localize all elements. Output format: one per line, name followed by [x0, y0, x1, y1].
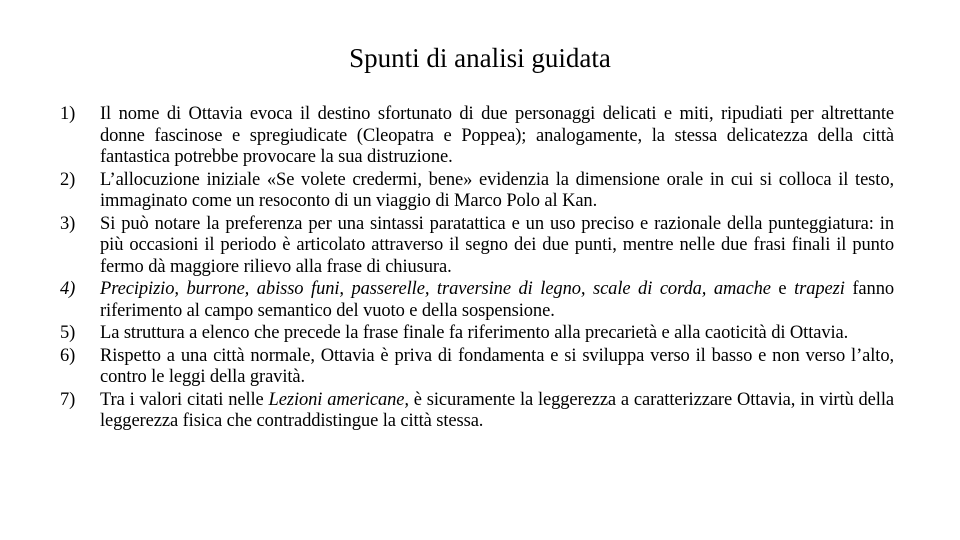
list-item-text	[100, 170, 894, 212]
italic-text-segment: Lezioni americane,	[268, 389, 409, 410]
list-item-text	[100, 279, 894, 321]
slide-title: Spunti di analisi guidata	[349, 43, 611, 73]
list-item-number: 2)	[60, 169, 76, 190]
list-item-text	[100, 390, 894, 432]
text-segment: fanno riferimento al campo semantico del vuoto e della sospensione.	[100, 279, 894, 321]
list-item-number: 6)	[60, 345, 76, 366]
list-item	[60, 279, 894, 322]
list-item-number: 7)	[60, 389, 76, 410]
text-segment: Rispetto a una città normale, Ottavia è priva di fondamenta e si sviluppa verso il basso e non verso l’alto, contro le leggi della gravità.	[100, 345, 894, 387]
list-item-number: 3)	[60, 213, 76, 234]
text-segment: La struttura a elenco che precede la frase finale fa riferimento alla precarietà e alla caoticità di Ottavia.	[100, 323, 849, 343]
list-item-number: 1)	[60, 104, 76, 124]
list-item-text	[100, 346, 894, 388]
analysis-list	[60, 104, 894, 434]
list-item	[60, 214, 894, 279]
list-item	[60, 104, 894, 169]
text-segment: Si può notare la preferenza per una sintassi paratattica e un uso preciso e razionale della punteggiatura: in più occasioni il periodo è articolato attraverso il segno dei due punti, mentre nelle due frasi finali il punto fermo dà maggiore rilievo alla frase di chiusura.	[100, 213, 894, 277]
list-item-text	[100, 104, 894, 167]
list-item-number: 5)	[60, 323, 76, 343]
italic-text-segment: Precipizio, burrone, abisso funi, passerelle, traversine di legno, scale di corda, amache	[100, 279, 771, 299]
text-segment: è sicuramente la leggerezza a caratterizzare Ottavia, in virtù della leggerezza fisica che contraddistingue la città stessa.	[100, 389, 894, 431]
italic-text-segment: trapezi	[794, 279, 845, 299]
list-item-text	[100, 214, 894, 277]
text-segment: e	[770, 279, 795, 299]
list-item	[60, 323, 894, 345]
list-item	[60, 170, 894, 213]
text-segment: Il nome di Ottavia evoca il destino sfortunato di due personaggi delicati e miti, ripudiati per altrettante donne fascinose e spregiudicate (Cleopatra e Poppea); analogamente, la stessa delicatezza della città fantastica potrebbe provocare la sua distruzione.	[100, 104, 894, 167]
list-item-text	[100, 323, 848, 343]
list-item	[60, 390, 894, 433]
list-item-number: 4)	[60, 279, 76, 299]
text-segment: L’allocuzione iniziale «Se volete credermi, bene» evidenzia la dimensione orale in cui si colloca il testo, immaginato come un resoconto di un viaggio di Marco Polo al Kan.	[100, 169, 894, 211]
text-segment: Tra i valori citati nelle	[100, 389, 269, 410]
list-item	[60, 346, 894, 389]
